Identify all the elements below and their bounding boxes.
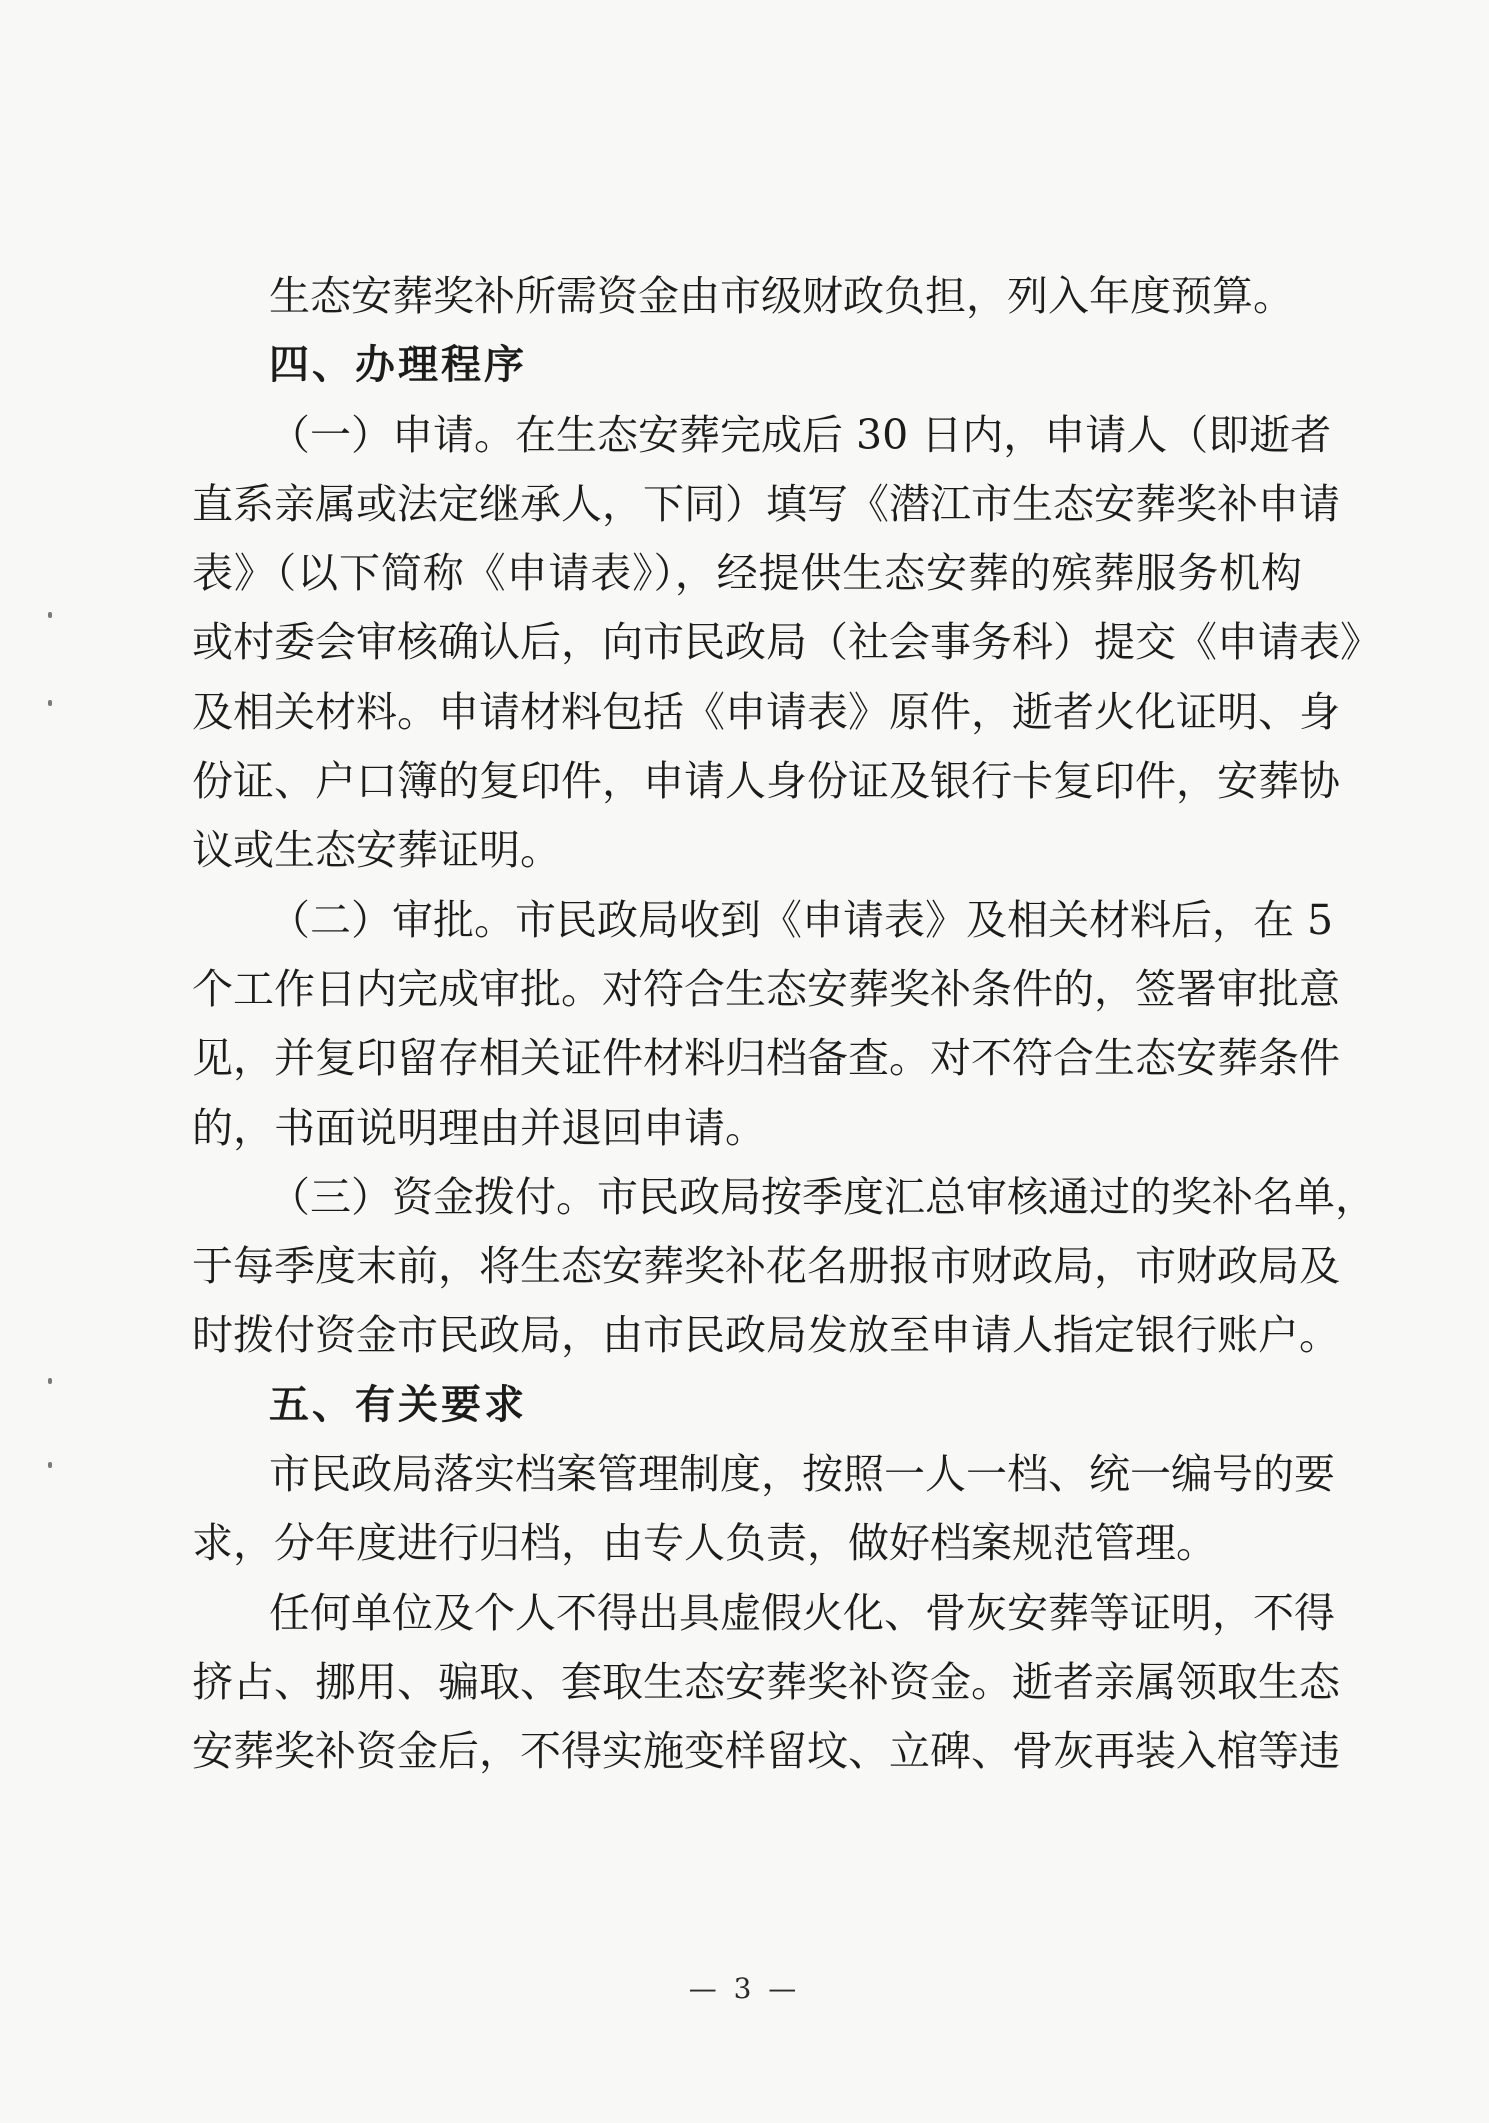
binding-hole-mark — [48, 700, 52, 706]
body-text — [192, 262, 1381, 1787]
paragraph-application-line: （一）申请。在生态安葬完成后 30 日内，申请人（即逝者 — [269, 410, 1332, 459]
paragraph-approval-line: 见，并复印留存相关证件材料归档备查。对不符合生态安葬条件 — [192, 1034, 1340, 1083]
paragraph-approval-line: （二）审批。市民政局收到《申请表》及相关材料后，在 5 — [269, 895, 1334, 944]
paragraph-prohibition-line: 安葬奖补资金后，不得实施变样留坟、立碑、骨灰再装入棺等违 — [192, 1727, 1340, 1776]
paragraph-disbursement-line: （三）资金拨付。市民政局按季度汇总审核通过的奖补名单， — [269, 1172, 1376, 1221]
paragraph-application-line: 及相关材料。申请材料包括《申请表》原件，逝者火化证明、身 — [192, 687, 1340, 736]
paragraph-archive-line: 求，分年度进行归档，由专人负责，做好档案规范管理。 — [192, 1519, 1217, 1568]
paragraph-archive-line: 市民政局落实档案管理制度，按照一人一档、统一编号的要 — [269, 1450, 1335, 1499]
paragraph-prohibition-line: 挤占、挪用、骗取、套取生态安葬奖补资金。逝者亲属领取生态 — [192, 1657, 1340, 1706]
binding-hole-mark — [48, 612, 52, 618]
paragraph-application-line: 议或生态安葬证明。 — [192, 826, 561, 875]
paragraph-approval-line: 个工作日内完成审批。对符合生态安葬奖补条件的，签署审批意 — [192, 964, 1340, 1013]
paragraph-application-line: 表》（以下简称《申请表》），经提供生态安葬的殡葬服务机构 — [192, 549, 1302, 598]
paragraph-approval-line: 的，书面说明理由并退回申请。 — [192, 1103, 766, 1152]
binding-hole-mark — [48, 1378, 52, 1384]
paragraph-disbursement-line: 于每季度末前，将生态安葬奖补花名册报市财政局，市财政局及 — [192, 1242, 1340, 1291]
paragraph-application-line: 直系亲属或法定继承人，下同）填写《潜江市生态安葬奖补申请 — [192, 479, 1340, 528]
section-heading-procedure: 四、办理程序 — [269, 342, 527, 389]
binding-hole-mark — [48, 1462, 52, 1468]
paragraph-funding: 生态安葬奖补所需资金由市级财政负担，列入年度预算。 — [269, 272, 1294, 320]
section-heading-requirements: 五、有关要求 — [269, 1381, 527, 1428]
paragraph-prohibition-line: 任何单位及个人不得出具虚假火化、骨灰安葬等证明，不得 — [269, 1588, 1335, 1637]
page-number: — 3 — — [688, 1972, 801, 2005]
paragraph-disbursement-line: 时拨付资金市民政局，由市民政局发放至申请人指定银行账户。 — [192, 1311, 1340, 1360]
paragraph-application-line: 或村委会审核确认后，向市民政局（社会事务科）提交《申请表》 — [192, 618, 1381, 667]
paragraph-application-line: 份证、户口簿的复印件，申请人身份证及银行卡复印件，安葬协 — [192, 757, 1340, 806]
